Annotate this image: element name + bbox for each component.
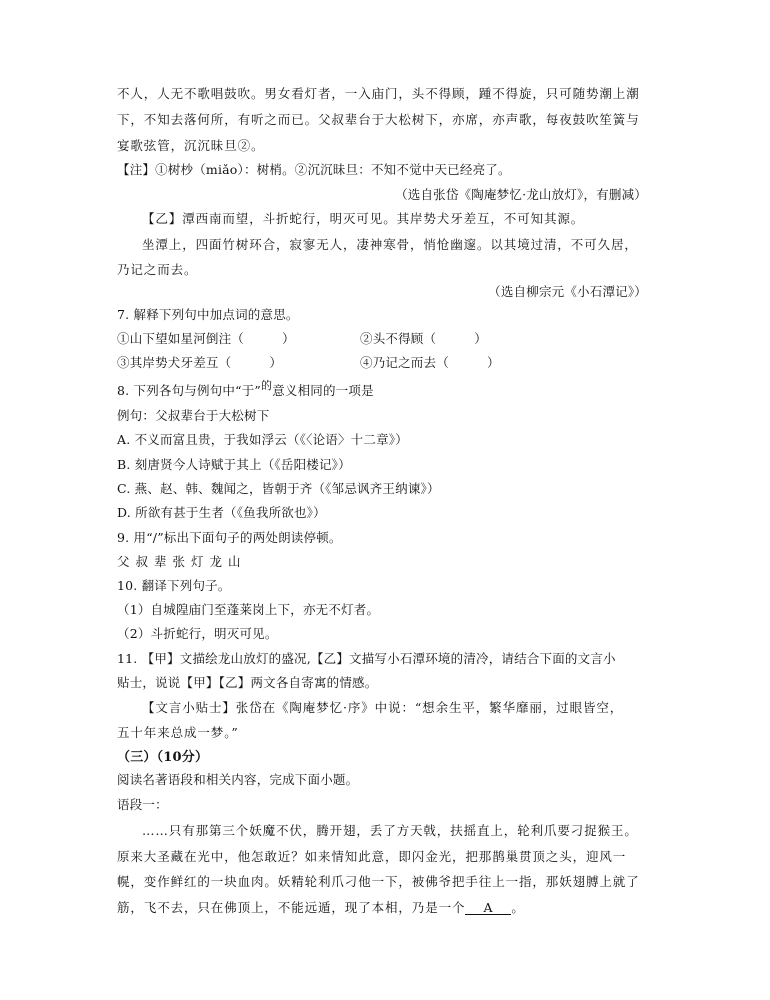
passage-a-line-1: 不人，人无不歌唱鼓吹。男女看灯者，一入庙门，头不得顾，踵不得旋，只可随势潮上潮	[117, 86, 640, 101]
excerpt-line-2: 原来大圣藏在光中，他怎敢近？如来情知此意，即闪金光，把那鹊巢贯顶之头，迎风一	[117, 849, 627, 864]
q8-option-a: A. 不义而富且贵，于我如浮云（《〈论语〉十二章》）	[117, 432, 408, 447]
q8-option-b: B. 刻唐贤今人诗赋于其上（《岳阳楼记》）	[117, 457, 351, 472]
section-3-intro: 阅读名著语段和相关内容，完成下面小题。	[117, 772, 359, 787]
q10-item-2: （2）斗折蛇行，明灭可见。	[117, 626, 278, 641]
q8-example: 例句：父叔辈台于大松树下	[117, 408, 270, 423]
source-b: （选自柳宗元《小石潭记》）	[488, 284, 647, 299]
excerpt-line-3: 幌，变作鲜红的一块血肉。妖精轮利爪刁他一下，被佛爷把手往上一指，那妖翅膊上就了	[117, 874, 640, 889]
q8-stem	[117, 381, 374, 399]
q7-item-2: ②头不得顾（ ）	[360, 331, 488, 346]
passage-b-line-3: 乃记之而去。	[117, 262, 198, 277]
q8-option-d: D. 所欲有甚于生者（《鱼我所欲也》）	[117, 505, 326, 520]
q8-option-c: C. 燕、赵、韩、魏闻之，皆朝于齐（《邹忌讽齐王纳谏》）	[117, 481, 440, 496]
q9-sentence: 父叔辈张灯龙山	[117, 554, 247, 569]
source-a: （选自张岱《陶庵梦忆·龙山放灯》，有删减）	[395, 187, 647, 202]
passage-b-line-1: 【乙】潭西南而望，斗折蛇行，明灭可见。其岸势犬牙差互，不可知其源。	[142, 211, 585, 226]
excerpt-line-4-text: 筋，飞不去，只在佛顶上，不能远遁，现了本相，乃是一个	[117, 900, 466, 915]
q11-stem-line-2: 贴士，说说【甲】【乙】两文各自寄寓的情感。	[117, 675, 378, 690]
section-3-label: 语段一：	[117, 797, 168, 812]
answer-blank-a[interactable]: A	[465, 901, 511, 915]
q11-tip-line-1: 【文言小贴士】张岱在《陶庵梦忆·序》中说：“想余生平，繁华靡丽，过眼皆空，	[142, 700, 624, 715]
passage-a-line-2: 下，不知去落何所，有听之而已。父叔辈台于大松树下，亦席，亦声歌，每夜鼓吹笙簧与	[117, 112, 640, 127]
q9-stem: 9. 用“/”标出下面句子的两处朗读停顿。	[117, 530, 342, 545]
q7-item-3: ③其岸势犬牙差互（ ）	[117, 355, 283, 370]
passage-a-line-3: 宴歌弦管，沉沉昧旦②。	[117, 138, 265, 153]
q8-stem-post: 意义相同的一项是	[272, 383, 374, 398]
q10-stem: 10. 翻译下列句子。	[117, 578, 231, 593]
q8-stem-pre: 8. 下列各句与例句中“于”	[117, 383, 261, 398]
excerpt-line-4-tail: 。	[511, 900, 525, 915]
section-3-heading: （三）（10分）	[117, 750, 209, 765]
q8-stem-raised: 的	[260, 379, 273, 392]
q7-item-4: ④乃记之而去（ ）	[360, 355, 500, 370]
q11-tip-line-2: 五十年来总成一梦。”	[117, 725, 239, 740]
q7-item-1: ①山下望如星河倒注（ ）	[117, 331, 295, 346]
annotation-note: 【注】①树杪（miǎo）：树梢。②沉沉昧旦：不知不觉中天已经亮了。	[117, 162, 511, 177]
excerpt-line-1: ……只有那第三个妖魔不伏，腾开翅，丢了方天戟，扶摇直上，轮利爪要刁捉猴王。	[142, 823, 638, 838]
q10-item-1: （1）自城隍庙门至蓬莱岗上下，亦无不灯者。	[117, 602, 380, 617]
passage-b-line-2: 坐潭上，四面竹树环合，寂寥无人，凄神寒骨，悄怆幽邃。以其境过清，不可久居，	[142, 237, 638, 252]
q7-stem: 7. 解释下列句中加点词的意思。	[117, 307, 299, 322]
q11-stem-line-1: 11. 【甲】文描绘龙山放灯的盛况,【乙】文描写小石潭环境的清冷，请结合下面的文言小	[117, 651, 616, 666]
excerpt-line-4	[117, 898, 525, 916]
